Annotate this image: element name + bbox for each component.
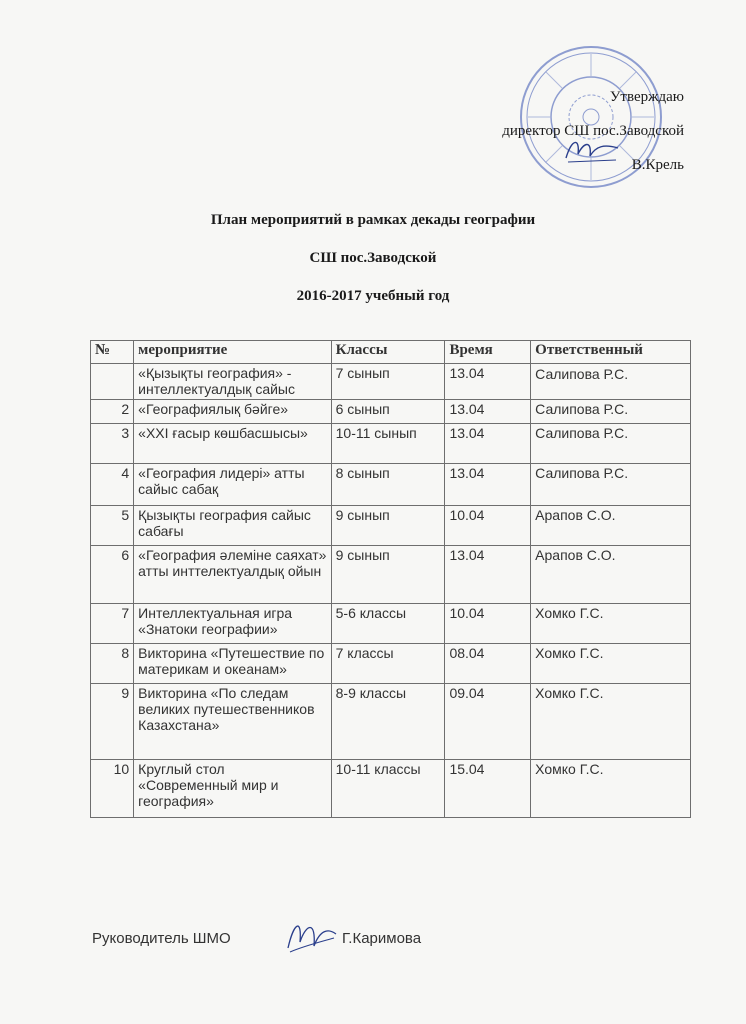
header-time: Время — [445, 341, 531, 364]
row-num: 4 — [91, 464, 134, 506]
row-classes: 8-9 классы — [331, 684, 445, 760]
row-time: 15.04 — [445, 760, 531, 818]
footer-name: Г.Каримова — [342, 930, 422, 947]
table-row — [91, 684, 691, 760]
row-classes: 10-11 сынып — [331, 424, 445, 464]
row-responsible: Хомко Г.С. — [531, 644, 691, 684]
table-header-row — [91, 341, 691, 364]
table-row — [91, 424, 691, 464]
row-event: «XXI ғасыр көшбасшысы» — [134, 424, 331, 464]
row-time: 10.04 — [445, 506, 531, 546]
approval-position: директор СШ пос.Заводской — [502, 123, 684, 139]
document-title — [0, 210, 746, 324]
table-row — [91, 546, 691, 604]
row-event: Интеллектуальная игра «Знатоки географии» — [134, 604, 331, 644]
footer-signature-block — [92, 930, 422, 947]
row-responsible: Салипова Р.С. — [531, 364, 691, 400]
table-row — [91, 464, 691, 506]
row-classes: 9 сынып — [331, 546, 445, 604]
header-event: мероприятие — [134, 341, 331, 364]
row-time: 10.04 — [445, 604, 531, 644]
row-responsible: Салипова Р.С. — [531, 400, 691, 424]
table-row — [91, 400, 691, 424]
row-responsible: Салипова Р.С. — [531, 424, 691, 464]
row-responsible: Хомко Г.С. — [531, 604, 691, 644]
director-signature-icon — [562, 132, 622, 168]
row-time: 08.04 — [445, 644, 531, 684]
row-event: Қызықты география сайыс сабағы — [134, 506, 331, 546]
row-responsible: Арапов С.О. — [531, 546, 691, 604]
row-responsible: Хомко Г.С. — [531, 760, 691, 818]
row-num: 3 — [91, 424, 134, 464]
row-responsible: Салипова Р.С. — [531, 464, 691, 506]
table-row — [91, 506, 691, 546]
row-time: 13.04 — [445, 400, 531, 424]
row-classes: 7 классы — [331, 644, 445, 684]
row-classes: 9 сынып — [331, 506, 445, 546]
table-row — [91, 364, 691, 400]
row-event: «Қызықты география» - интеллектуалдық сайыс — [134, 364, 331, 400]
head-signature-icon — [280, 912, 340, 958]
title-line-1: План мероприятий в рамках декады географии — [210, 212, 536, 228]
table-row — [91, 760, 691, 818]
header-classes: Классы — [331, 341, 445, 364]
row-classes: 8 сынып — [331, 464, 445, 506]
row-classes: 10-11 классы — [331, 760, 445, 818]
row-time: 13.04 — [445, 546, 531, 604]
row-event: «География лидері» атты сайыс сабақ — [134, 464, 331, 506]
row-num: 6 — [91, 546, 134, 604]
header-responsible: Ответственный — [531, 341, 691, 364]
title-line-2: СШ пос.Заводской — [309, 250, 437, 266]
row-classes: 7 сынып — [331, 364, 445, 400]
approval-heading: Утверждаю — [609, 89, 684, 105]
row-responsible: Хомко Г.С. — [531, 684, 691, 760]
row-event: Викторина «По следам великих путешественников Казахстана» — [134, 684, 331, 760]
row-time: 09.04 — [445, 684, 531, 760]
row-time: 13.04 — [445, 364, 531, 400]
row-num: 2 — [91, 400, 134, 424]
row-time: 13.04 — [445, 464, 531, 506]
row-event: Круглый стол «Современный мир и география» — [134, 760, 331, 818]
row-responsible: Арапов С.О. — [531, 506, 691, 546]
table-row — [91, 604, 691, 644]
table-row — [91, 644, 691, 684]
row-event: «Географиялық бәйге» — [134, 400, 331, 424]
row-num: 9 — [91, 684, 134, 760]
row-time: 13.04 — [445, 424, 531, 464]
row-num: 7 — [91, 604, 134, 644]
row-num: 10 — [91, 760, 134, 818]
row-num: 8 — [91, 644, 134, 684]
row-num — [91, 364, 134, 400]
footer-role: Руководитель ШМО — [92, 930, 231, 947]
row-num: 5 — [91, 506, 134, 546]
header-num: № — [91, 341, 134, 364]
events-table — [90, 340, 691, 818]
title-line-3: 2016-2017 учебный год — [296, 288, 450, 304]
row-event: Викторина «Путешествие по материкам и океанам» — [134, 644, 331, 684]
row-classes: 5-6 классы — [331, 604, 445, 644]
row-classes: 6 сынып — [331, 400, 445, 424]
row-event: «География әлеміне саяхат» атты инттелектуалдық ойын — [134, 546, 331, 604]
approval-signatory: В.Крель — [631, 157, 684, 173]
